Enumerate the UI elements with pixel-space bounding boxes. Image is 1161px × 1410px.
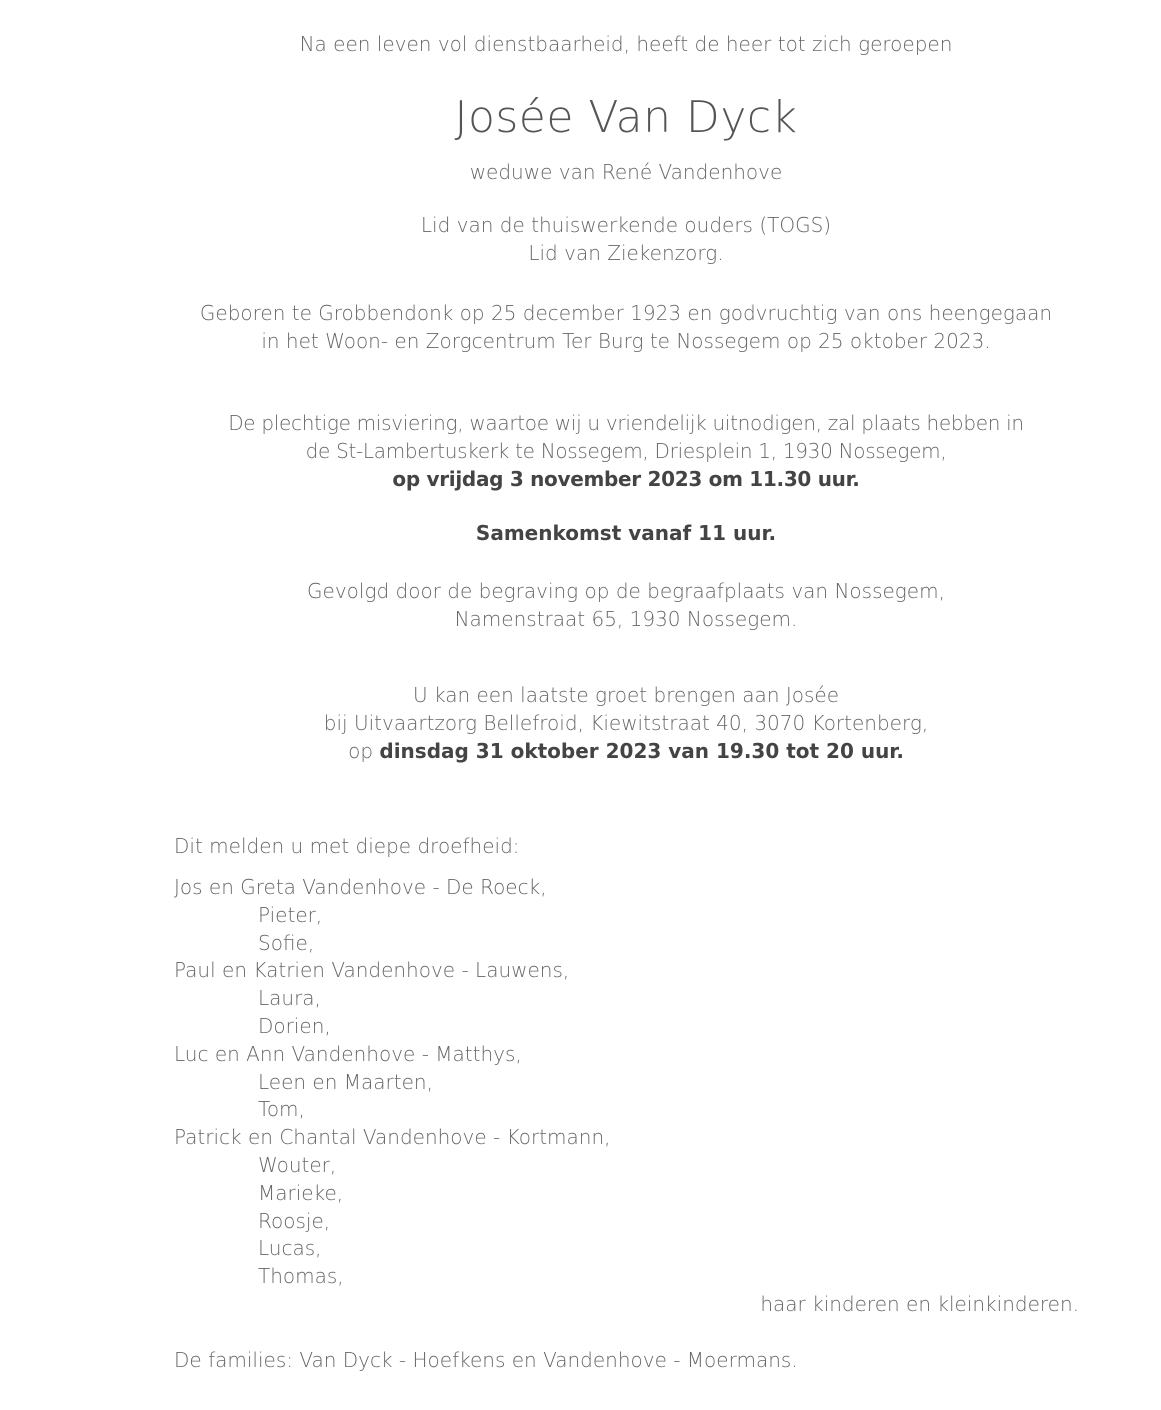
membership-line: Lid van Ziekenzorg. [528,241,724,265]
mass-info [0,409,1161,493]
grandchild-entry: Thomas, [258,1264,344,1289]
families-text: De families: Van Dyck - Hoefkens en Vandenhove - Moermans. [174,1348,798,1372]
child-entry: Luc en Ann Vandenhove - Matthys, [174,1041,522,1066]
mass-location: de St-Lambertuskerk te Nossegem, Driesplein 1, 1930 Nossegem, [305,439,947,463]
announce-text: Dit melden u met diepe droefheid: [174,834,520,858]
visit-info [0,681,1161,765]
visit-line-1: U kan een laatste groet brengen aan Josée [412,683,840,707]
child-entry: Patrick en Chantal Vandenhove - Kortmann, [174,1125,611,1150]
grandchild-entry: Wouter, [258,1152,337,1177]
visit-date: dinsdag 31 oktober 2023 van 19.30 tot 20 uur. [379,739,904,763]
grandchild-entry: Sofie, [258,930,315,955]
burial-info [0,577,1161,633]
widow-of-text: weduwe van René Vandenhove [469,160,783,184]
visit-location: bij Uitvaartzorg Bellefroid, Kiewitstraat 40, 3070 Kortenberg, [323,711,929,735]
memberships [0,211,1161,267]
visit-date-prefix: op [348,739,374,763]
grandchild-entry: Dorien, [258,1013,331,1038]
grandchild-entry: Marieke, [258,1180,344,1205]
birth-death-text [0,299,1161,355]
mass-date: op vrijdag 3 november 2023 om 11.30 uur. [392,467,860,491]
burial-line-1: Gevolgd door de begraving op de begraafplaats van Nossegem, [307,579,945,603]
intro-text: Na een leven vol dienstbaarheid, heeft de heer tot zich geroepen [299,32,953,56]
child-entry: Jos en Greta Vandenhove - De Roeck, [174,875,547,899]
grandchild-entry: Leen en Maarten, [258,1069,433,1094]
burial-address: Namenstraat 65, 1930 Nossegem. [454,607,798,631]
deceased-name: Josée Van Dyck [454,92,798,143]
family-list [174,874,610,1291]
visit-date-line [0,737,1161,765]
child-entry: Paul en Katrien Vandenhove - Lauwens, [174,958,570,983]
grandchild-entry: Laura, [258,986,321,1011]
membership-line: Lid van de thuiswerkende ouders (TOGS) [420,213,832,237]
mass-line-1: De plechtige misviering, waartoe wij u vriendelijk uitnodigen, zal plaats hebben in [228,411,1024,435]
grandchild-entry: Pieter, [258,902,323,927]
grandchild-entry: Lucas, [258,1236,322,1261]
grandchild-entry: Roosje, [258,1208,331,1233]
gathering-text: Samenkomst vanaf 11 uur. [475,521,777,545]
birth-line: Geboren te Grobbendonk op 25 december 1923 en godvruchtig van ons heengegaan [199,301,1053,325]
closing-text: haar kinderen en kleinkinderen. [760,1292,1079,1316]
grandchild-entry: Tom, [258,1097,305,1122]
death-place-line: in het Woon- en Zorgcentrum Ter Burg te Nossegem op 25 oktober 2023. [261,329,991,353]
